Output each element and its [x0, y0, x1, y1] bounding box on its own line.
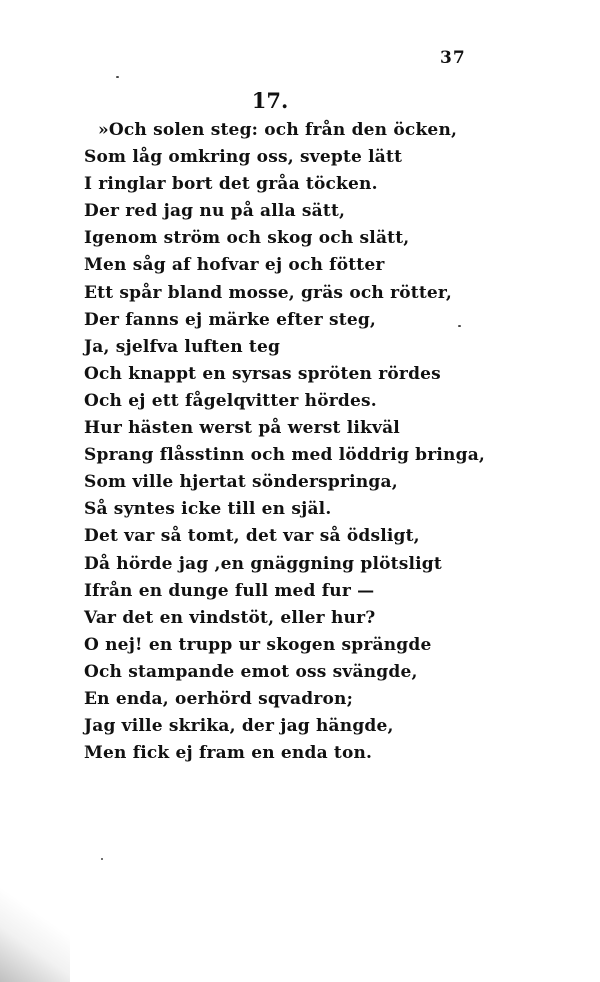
poem-line: Sprang flåsstinn och med löddrig bringa, — [84, 445, 486, 466]
poem-line: Och stampande emot oss svängde, — [84, 661, 418, 682]
poem-line: Men fick ej fram en enda ton. — [84, 743, 373, 764]
print-speck — [116, 76, 119, 78]
poem-line: Der red jag nu på alla sätt, — [84, 201, 346, 222]
poem-line: Som ville hjertat sönderspringa, — [84, 472, 398, 493]
poem-line: Så syntes icke till en själ. — [84, 499, 332, 520]
poem-line: Då hörde jag ,en gnäggning plötsligt — [84, 553, 442, 574]
poem-line: Ifrån en dunge full med fur — — [84, 580, 375, 601]
poem-line: »Och solen steg: och från den öcken, — [98, 120, 458, 140]
poem-line: Jag ville skrika, der jag hängde, — [84, 716, 394, 737]
poem-line: Igenom ström och skog och slätt, — [84, 228, 410, 249]
print-speck — [458, 325, 461, 327]
poem-line: Ja, sjelfva luften teg — [84, 336, 281, 357]
poem-line: Der fanns ej märke efter steg, — [84, 309, 377, 330]
section-number: 17. — [251, 88, 289, 113]
poem-line: Ett spår bland mosse, gräs och rötter, — [84, 282, 452, 303]
poem-line: Hur hästen werst på werst likväl — [84, 418, 400, 439]
page-number: 37 — [440, 48, 466, 68]
poem-line: I ringlar bort det gråa töcken. — [84, 174, 378, 195]
poem-line: En enda, oerhörd sqvadron; — [84, 688, 354, 709]
poem-line: Det var så tomt, det var så ödsligt, — [84, 526, 420, 547]
print-speck — [101, 858, 103, 860]
poem-stanza — [84, 117, 485, 767]
poem-line: Var det en vindstöt, eller hur? — [84, 607, 376, 628]
poem-line: O nej! en trupp ur skogen sprängde — [84, 634, 432, 655]
poem-line: Och ej ett fågelqvitter hördes. — [84, 390, 377, 411]
poem-line: Som låg omkring oss, svepte lätt — [84, 147, 403, 168]
poem-line: Men såg af hofvar ej och fötter — [84, 255, 385, 276]
poem-line: Och knappt en syrsas spröten rördes — [84, 363, 441, 384]
page-edge-shadow — [0, 872, 70, 982]
